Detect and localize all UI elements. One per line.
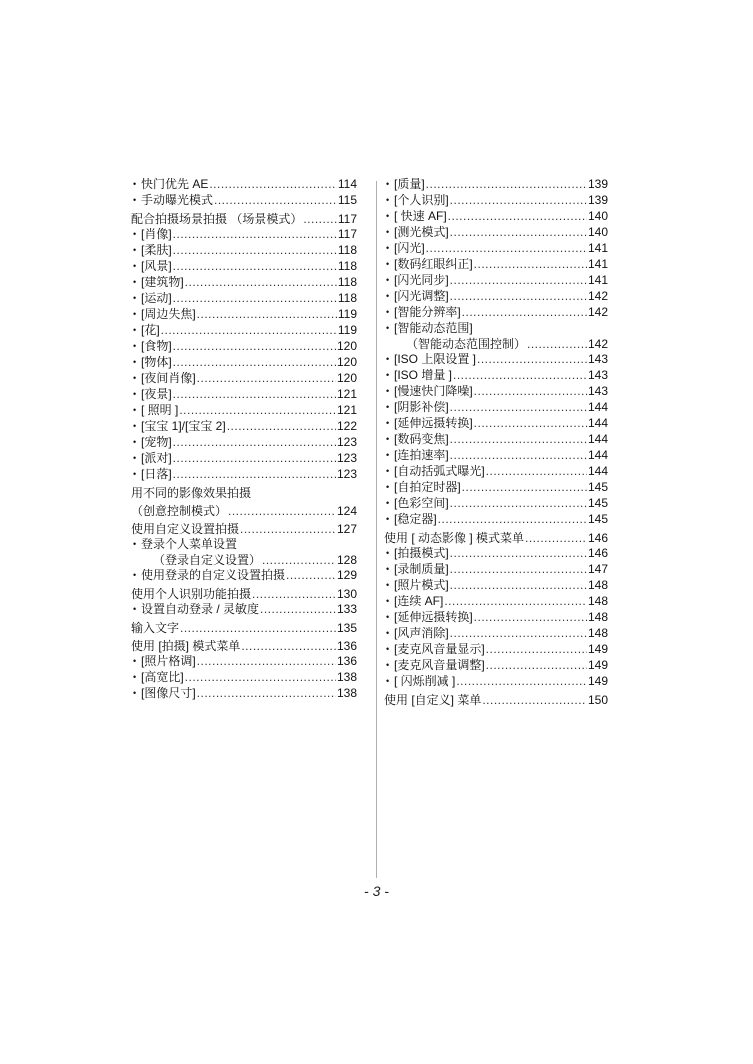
toc-entry-label: • [风声消除] <box>394 626 449 642</box>
toc-leader-dots <box>185 275 337 290</box>
toc-entry-label: • 手动曝光模式 <box>141 193 213 209</box>
toc-entry-label: • [个人识别] <box>394 193 449 209</box>
toc-entry-page: 118 <box>337 243 357 257</box>
toc-entry[interactable] <box>131 587 357 602</box>
toc-entry[interactable] <box>384 642 608 658</box>
toc-entry-page: 142 <box>587 305 608 319</box>
toc-leader-dots <box>173 259 337 274</box>
toc-entry[interactable] <box>384 546 608 562</box>
toc-entry[interactable] <box>384 225 608 241</box>
toc-leader-dots <box>450 496 587 511</box>
toc-entry-page: 141 <box>587 257 608 271</box>
toc-right-column <box>384 177 608 708</box>
toc-entry[interactable] <box>131 387 357 403</box>
toc-leader-dots <box>227 419 336 434</box>
toc-entry-page: 121 <box>336 387 357 401</box>
toc-entry[interactable] <box>131 553 357 568</box>
toc-leader-dots <box>173 355 336 370</box>
toc-entry-page: 150 <box>587 693 608 707</box>
toc-entry-page: 136 <box>336 654 357 668</box>
toc-entry-label: • [自拍定时器] <box>394 480 461 496</box>
toc-entry-label: 用不同的影像效果拍摄 <box>131 486 252 500</box>
toc-entry[interactable] <box>131 504 357 519</box>
toc-entry-label: • [周边失焦] <box>141 307 196 323</box>
toc-leader-dots <box>180 621 336 636</box>
toc-leader-dots <box>448 209 587 224</box>
toc-leader-dots <box>450 562 587 577</box>
toc-entry-label: • [质量] <box>394 177 425 193</box>
toc-entry-label: • [运动] <box>141 291 172 307</box>
toc-entry-page: 129 <box>336 568 357 582</box>
toc-entry-label: • [ 照明 ] <box>141 403 178 419</box>
toc-entry-page: 120 <box>336 355 357 369</box>
toc-entry[interactable] <box>384 352 608 368</box>
toc-leader-dots <box>426 177 587 192</box>
toc-entry[interactable] <box>384 578 608 594</box>
toc-entry-label: • [慢速快门降噪] <box>394 384 473 400</box>
toc-leader-dots <box>525 531 587 546</box>
toc-leader-dots <box>260 602 336 617</box>
toc-entry-label: • [物体] <box>141 355 172 371</box>
toc-entry-page: 143 <box>587 352 608 366</box>
toc-entry[interactable] <box>384 321 608 337</box>
toc-leader-dots <box>450 225 587 240</box>
toc-entry-page: 122 <box>336 419 357 433</box>
toc-entry-label: • [自动括弧式曝光] <box>394 464 485 480</box>
toc-entry-page: 140 <box>587 225 608 239</box>
toc-entry-page: 114 <box>337 177 357 191</box>
toc-entry-page: 115 <box>337 193 357 207</box>
toc-entry[interactable] <box>384 400 608 416</box>
toc-leader-dots <box>228 504 336 519</box>
toc-entry[interactable] <box>384 368 608 384</box>
toc-entry-page: 119 <box>337 307 357 321</box>
toc-entry-label: • [智能动态范围] <box>394 321 473 337</box>
toc-entry-page: 124 <box>336 504 357 518</box>
toc-entry[interactable] <box>384 496 608 512</box>
toc-entry-page: 143 <box>587 368 608 382</box>
toc-leader-dots <box>173 435 336 450</box>
page-number: - 3 - <box>364 883 389 899</box>
toc-entry-label: • [夜景] <box>141 387 172 403</box>
toc-entry[interactable] <box>384 512 608 528</box>
toc-leader-dots <box>450 289 587 304</box>
toc-entry[interactable] <box>131 537 357 553</box>
toc-entry-page: 139 <box>587 177 608 191</box>
toc-entry-page: 118 <box>337 259 357 273</box>
toc-entry-label: 使用 [自定义] 菜单 <box>384 693 482 707</box>
toc-entry-label: （智能动态范围控制） <box>406 337 527 351</box>
toc-entry[interactable] <box>131 259 357 275</box>
toc-leader-dots <box>450 400 587 415</box>
toc-entry-page: 141 <box>587 273 608 287</box>
toc-entry[interactable] <box>384 177 608 193</box>
toc-entry[interactable] <box>384 480 608 496</box>
toc-leader-dots <box>252 587 336 602</box>
toc-entry-label: • [日落] <box>141 467 172 483</box>
toc-entry-page: 145 <box>587 512 608 526</box>
toc-entry-page: 148 <box>587 626 608 640</box>
toc-left-column <box>131 177 357 702</box>
toc-entry[interactable] <box>131 419 357 435</box>
toc-entry-page: 138 <box>336 670 357 684</box>
toc-entry[interactable] <box>131 467 357 483</box>
toc-entry[interactable] <box>384 305 608 321</box>
toc-entry-label: 使用自定义设置拍摄 <box>131 522 240 536</box>
toc-entry-label: • [照片格调] <box>141 654 196 670</box>
toc-entry-label: 输入文字 <box>131 621 180 635</box>
toc-leader-dots <box>161 323 337 338</box>
toc-leader-dots <box>197 371 336 386</box>
toc-entry[interactable] <box>131 177 357 193</box>
toc-entry-label: 使用个人识别功能拍摄 <box>131 587 252 601</box>
toc-entry-page: 118 <box>337 275 357 289</box>
toc-leader-dots <box>450 448 587 463</box>
toc-entry-label: • [拍摄模式] <box>394 546 449 562</box>
toc-entry-label: • [数码红眼纠正] <box>394 257 473 273</box>
toc-entry-label: • [图像尺寸] <box>141 686 196 702</box>
toc-entry-label: （创意控制模式） <box>131 504 228 518</box>
toc-entry[interactable] <box>131 307 357 323</box>
toc-entry-page: 148 <box>587 594 608 608</box>
toc-entry-page: 136 <box>336 639 357 653</box>
toc-entry-label: • [照片模式] <box>394 578 449 594</box>
toc-entry-label: • 设置自动登录 / 灵敏度 <box>141 602 259 618</box>
toc-entry-page: 141 <box>587 241 608 255</box>
toc-entry[interactable] <box>131 621 357 636</box>
toc-entry-label: • [麦克风音量调整] <box>394 658 485 674</box>
toc-entry-label: • [ 闪烁削减 ] <box>394 674 455 690</box>
toc-entry-page: 144 <box>587 400 608 414</box>
toc-entry[interactable] <box>384 448 608 464</box>
toc-entry-page: 142 <box>587 289 608 303</box>
toc-entry-label: 使用 [ 动态影像 ] 模式菜单 <box>384 531 525 545</box>
toc-entry[interactable] <box>131 670 357 686</box>
toc-entry-page: 127 <box>336 522 357 536</box>
toc-entry[interactable] <box>384 464 608 480</box>
toc-entry-page: 133 <box>336 602 357 616</box>
toc-entry[interactable] <box>131 568 357 584</box>
toc-leader-dots <box>456 674 587 689</box>
toc-entry-label: • [风景] <box>141 259 172 275</box>
toc-entry[interactable] <box>384 209 608 225</box>
toc-leader-dots <box>450 193 587 208</box>
toc-leader-dots <box>462 480 587 495</box>
toc-entry[interactable] <box>131 686 357 702</box>
toc-leader-dots <box>179 403 336 418</box>
toc-leader-dots <box>185 670 336 685</box>
toc-entry-page: 123 <box>336 451 357 465</box>
toc-leader-dots <box>450 273 587 288</box>
toc-leader-dots <box>450 578 587 593</box>
toc-leader-dots <box>486 658 587 673</box>
toc-leader-dots <box>173 291 337 306</box>
toc-entry[interactable] <box>384 416 608 432</box>
toc-entry-label: • [闪光调整] <box>394 289 449 305</box>
toc-entry-page: 143 <box>587 384 608 398</box>
column-divider <box>376 181 377 878</box>
toc-entry-page: 145 <box>587 496 608 510</box>
toc-entry-label: （登录自定义设置） <box>153 553 262 567</box>
toc-entry-page: 117 <box>337 227 357 241</box>
toc-entry[interactable] <box>131 339 357 355</box>
toc-leader-dots <box>527 337 587 352</box>
toc-leader-dots <box>474 384 587 399</box>
toc-entry-label: • [ISO 上限设置 ] <box>394 352 476 368</box>
toc-entry-label: • 使用登录的自定义设置拍摄 <box>141 568 285 584</box>
toc-entry-page: 148 <box>587 578 608 592</box>
toc-leader-dots <box>474 257 587 272</box>
toc-entry-label: 使用 [拍摄] 模式菜单 <box>131 639 241 653</box>
toc-leader-dots <box>482 693 587 708</box>
toc-entry[interactable] <box>384 241 608 257</box>
toc-entry-page: 128 <box>336 553 357 567</box>
toc-entry[interactable] <box>384 674 608 690</box>
toc-entry[interactable] <box>131 275 357 291</box>
toc-leader-dots <box>477 352 587 367</box>
toc-leader-dots <box>173 387 336 402</box>
toc-entry[interactable] <box>384 432 608 448</box>
toc-leader-dots <box>450 546 587 561</box>
toc-entry-label: • [录制质量] <box>394 562 449 578</box>
toc-leader-dots <box>173 339 336 354</box>
toc-entry[interactable] <box>384 273 608 289</box>
toc-entry[interactable] <box>384 594 608 610</box>
toc-entry[interactable] <box>384 193 608 209</box>
toc-entry-label: • [闪光同步] <box>394 273 449 289</box>
toc-entry-label: • [连拍速率] <box>394 448 449 464</box>
toc-entry-label: • 登录个人菜单设置 <box>141 537 237 553</box>
toc-entry-page: 144 <box>587 448 608 462</box>
toc-entry-page: 119 <box>337 323 357 337</box>
toc-leader-dots <box>486 464 587 479</box>
toc-entry-page: 123 <box>336 435 357 449</box>
toc-entry[interactable] <box>131 355 357 371</box>
toc-entry-label: • [食物] <box>141 339 172 355</box>
toc-entry[interactable] <box>131 435 357 451</box>
toc-entry-page: 123 <box>336 467 357 481</box>
toc-leader-dots <box>453 368 587 383</box>
toc-leader-dots <box>173 243 337 258</box>
toc-entry-page: 140 <box>587 209 608 223</box>
toc-entry-page: 120 <box>336 371 357 385</box>
toc-entry[interactable] <box>384 531 608 546</box>
toc-entry-label: • 快门优先 AE <box>141 177 208 193</box>
toc-entry[interactable] <box>131 193 357 209</box>
toc-entry-page: 135 <box>336 621 357 635</box>
toc-leader-dots <box>240 522 336 537</box>
toc-entry-page: 130 <box>336 587 357 601</box>
toc-entry-label: • [宠物] <box>141 435 172 451</box>
toc-entry[interactable] <box>131 639 357 654</box>
toc-entry-page: 142 <box>587 337 608 351</box>
toc-entry[interactable] <box>131 291 357 307</box>
toc-leader-dots <box>303 212 337 227</box>
toc-entry-label: • [肖像] <box>141 227 172 243</box>
toc-entry[interactable] <box>384 257 608 273</box>
toc-entry-page: 149 <box>587 674 608 688</box>
toc-leader-dots <box>426 241 587 256</box>
toc-entry-label: • [ 快速 AF] <box>394 209 447 225</box>
toc-entry[interactable] <box>384 693 608 708</box>
toc-entry-label: • [稳定器] <box>394 512 437 528</box>
toc-entry-label: • [阴影补偿] <box>394 400 449 416</box>
toc-leader-dots <box>214 193 337 208</box>
toc-leader-dots <box>450 432 587 447</box>
toc-entry[interactable] <box>384 384 608 400</box>
toc-leader-dots <box>462 305 587 320</box>
toc-leader-dots <box>173 467 336 482</box>
toc-leader-dots <box>438 512 587 527</box>
toc-leader-dots <box>450 626 587 641</box>
toc-entry-label: • [麦克风音量显示] <box>394 642 485 658</box>
toc-entry-label: • [夜间肖像] <box>141 371 196 387</box>
toc-entry-page: 139 <box>587 193 608 207</box>
toc-entry-page: 144 <box>587 464 608 478</box>
toc-entry[interactable] <box>131 227 357 243</box>
toc-entry[interactable] <box>131 371 357 387</box>
toc-entry-label: • [测光模式] <box>394 225 449 241</box>
toc-entry-page: 149 <box>587 642 608 656</box>
toc-entry-label: • [连续 AF] <box>394 594 443 610</box>
toc-entry-page: 118 <box>337 291 357 305</box>
toc-entry-page: 121 <box>336 403 357 417</box>
toc-leader-dots <box>241 639 336 654</box>
toc-entry[interactable] <box>384 289 608 305</box>
toc-entry-label: • [智能分辨率] <box>394 305 461 321</box>
toc-entry-label: • [延伸远摄转换] <box>394 416 473 432</box>
toc-entry-label: • [建筑物] <box>141 275 184 291</box>
toc-entry[interactable] <box>384 337 608 352</box>
toc-entry-label: • [数码变焦] <box>394 432 449 448</box>
toc-leader-dots <box>197 654 336 669</box>
toc-leader-dots <box>444 594 587 609</box>
toc-entry[interactable] <box>131 522 357 537</box>
toc-entry-page: 138 <box>336 686 357 700</box>
toc-leader-dots <box>486 642 587 657</box>
toc-entry-page: 149 <box>587 658 608 672</box>
toc-entry[interactable] <box>131 486 357 501</box>
toc-entry-page: 144 <box>587 432 608 446</box>
toc-leader-dots <box>197 307 337 322</box>
toc-leader-dots <box>209 177 337 192</box>
toc-entry-label: • [柔肤] <box>141 243 172 259</box>
toc-entry[interactable] <box>131 243 357 259</box>
toc-entry[interactable] <box>384 610 608 626</box>
toc-entry-page: 147 <box>587 562 608 576</box>
toc-entry-page: 144 <box>587 416 608 430</box>
toc-entry-page: 145 <box>587 480 608 494</box>
toc-entry[interactable] <box>384 562 608 578</box>
toc-entry-page: 146 <box>587 546 608 560</box>
toc-entry-label: • [高宽比] <box>141 670 184 686</box>
toc-entry[interactable] <box>384 658 608 674</box>
toc-entry[interactable] <box>131 403 357 419</box>
toc-entry-label: • [宝宝 1]/[宝宝 2] <box>141 419 226 435</box>
toc-entry-page: 120 <box>336 339 357 353</box>
toc-entry-label: 配合拍摄场景拍摄 （场景模式） <box>131 212 303 226</box>
toc-entry[interactable] <box>131 323 357 339</box>
toc-leader-dots <box>286 568 336 583</box>
toc-leader-dots <box>262 553 336 568</box>
toc-entry-label: • [闪光] <box>394 241 425 257</box>
toc-leader-dots <box>474 416 587 431</box>
toc-entry-label: • [延伸远摄转换] <box>394 610 473 626</box>
toc-entry-label: • [花] <box>141 323 160 339</box>
toc-entry[interactable] <box>131 602 357 618</box>
toc-leader-dots <box>173 227 337 242</box>
toc-entry-page: 148 <box>587 610 608 624</box>
toc-entry-label: • [色彩空间] <box>394 496 449 512</box>
toc-entry[interactable] <box>384 626 608 642</box>
toc-entry-label: • [ISO 增量 ] <box>394 368 452 384</box>
toc-leader-dots <box>197 686 336 701</box>
toc-leader-dots <box>474 610 587 625</box>
toc-entry[interactable] <box>131 654 357 670</box>
toc-entry-label: • [派对] <box>141 451 172 467</box>
toc-entry[interactable] <box>131 451 357 467</box>
toc-entry[interactable] <box>131 212 357 227</box>
toc-entry-page: 146 <box>587 531 608 545</box>
toc-leader-dots <box>173 451 336 466</box>
toc-entry-page: 117 <box>337 212 357 226</box>
